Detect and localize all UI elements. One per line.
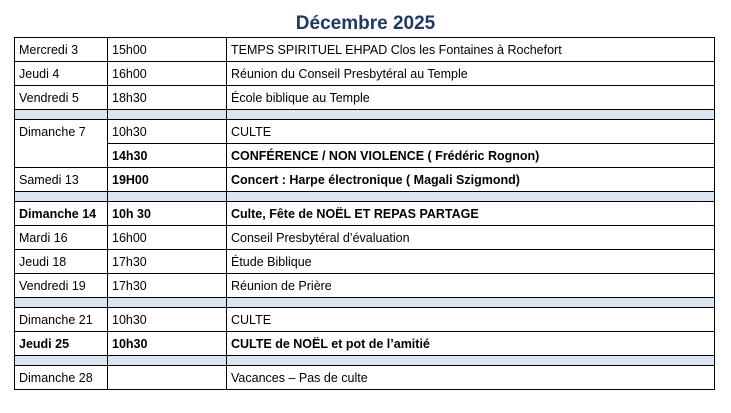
time-cell: 10h30	[108, 308, 227, 332]
week-separator	[15, 298, 715, 308]
time-cell: 18h30	[108, 86, 227, 110]
week-separator	[15, 110, 715, 120]
table-row	[15, 332, 715, 356]
day-cell: Dimanche 7	[15, 120, 108, 144]
event-cell: Vacances – Pas de culte	[227, 366, 715, 390]
day-cell: Mercredi 3	[15, 38, 108, 62]
time-cell: 10h 30	[108, 202, 227, 226]
table-row	[15, 86, 715, 110]
event-cell: École biblique au Temple	[227, 86, 715, 110]
table-row	[15, 274, 715, 298]
event-cell: Réunion de Prière	[227, 274, 715, 298]
table-row	[15, 168, 715, 192]
time-cell: 17h30	[108, 250, 227, 274]
table-row	[15, 38, 715, 62]
day-cell: Samedi 13	[15, 168, 108, 192]
table-row	[15, 250, 715, 274]
event-cell: Réunion du Conseil Presbytéral au Temple	[227, 62, 715, 86]
event-cell: CULTE	[227, 120, 715, 144]
time-cell: 17h30	[108, 274, 227, 298]
time-cell: 14h30	[108, 144, 227, 168]
time-cell: 16h00	[108, 62, 227, 86]
day-cell: Vendredi 19	[15, 274, 108, 298]
time-cell: 19H00	[108, 168, 227, 192]
event-cell: CULTE	[227, 308, 715, 332]
day-cell	[15, 144, 108, 168]
event-cell: Conseil Presbytéral d’évaluation	[227, 226, 715, 250]
day-cell: Vendredi 5	[15, 86, 108, 110]
day-cell: Dimanche 28	[15, 366, 108, 390]
agenda-table	[14, 37, 715, 390]
day-cell: Jeudi 25	[15, 332, 108, 356]
week-separator	[15, 192, 715, 202]
event-cell: Concert : Harpe électronique ( Magali Szigmond)	[227, 168, 715, 192]
event-cell: CULTE de NOËL et pot de l’amitié	[227, 332, 715, 356]
table-row	[15, 226, 715, 250]
event-cell: TEMPS SPIRITUEL EHPAD Clos les Fontaines à Rochefort	[227, 38, 715, 62]
day-cell: Mardi 16	[15, 226, 108, 250]
table-row	[15, 62, 715, 86]
time-cell: 15h00	[108, 38, 227, 62]
time-cell	[108, 366, 227, 390]
day-cell: Jeudi 18	[15, 250, 108, 274]
event-cell: Culte, Fête de NOËL ET REPAS PARTAGE	[227, 202, 715, 226]
day-cell: Dimanche 21	[15, 308, 108, 332]
table-row	[15, 144, 715, 168]
table-row	[15, 120, 715, 144]
event-cell: CONFÉRENCE / NON VIOLENCE ( Frédéric Rognon)	[227, 144, 715, 168]
time-cell: 10h30	[108, 332, 227, 356]
day-cell: Dimanche 14	[15, 202, 108, 226]
page-title: Décembre 2025	[295, 13, 436, 34]
time-cell: 10h30	[108, 120, 227, 144]
time-cell: 16h00	[108, 226, 227, 250]
event-cell: Étude Biblique	[227, 250, 715, 274]
table-row	[15, 366, 715, 390]
table-row	[15, 308, 715, 332]
day-cell: Jeudi 4	[15, 62, 108, 86]
week-separator	[15, 356, 715, 366]
table-row	[15, 202, 715, 226]
